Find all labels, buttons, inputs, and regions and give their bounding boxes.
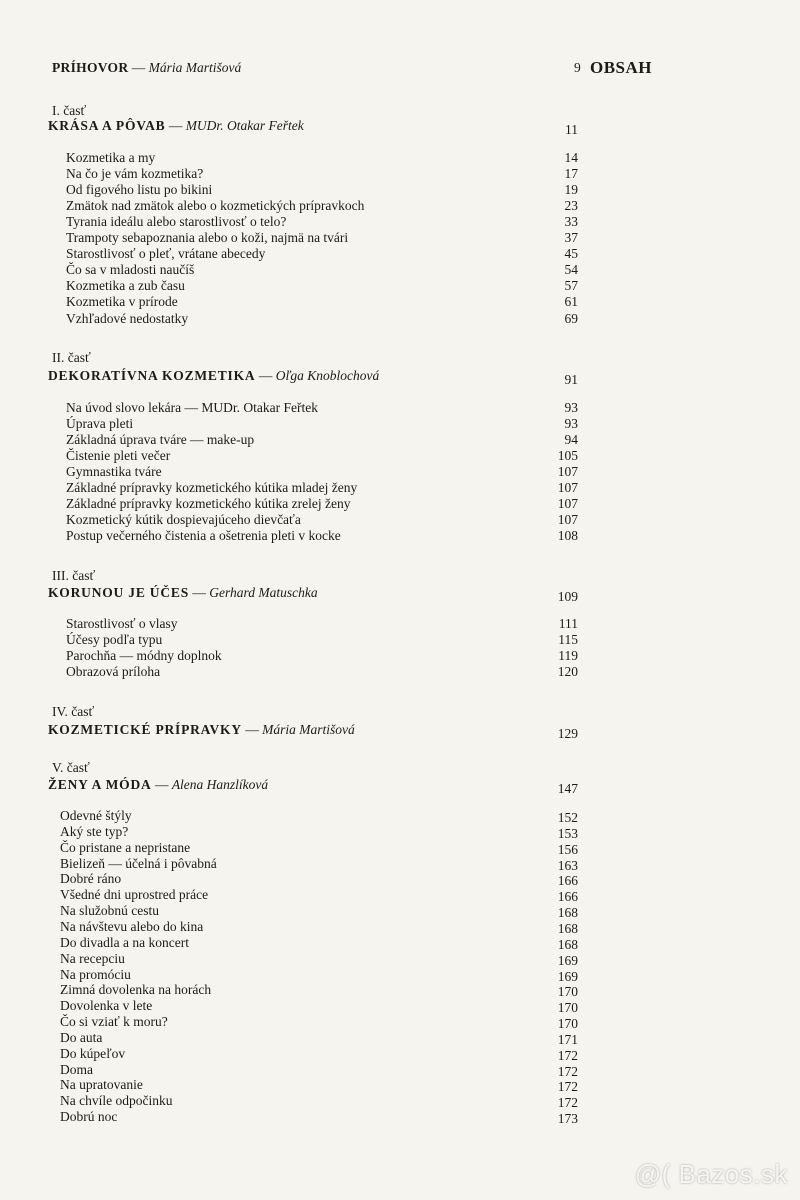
section-title-text: DEKORATÍVNA KOZMETIKA [48, 368, 256, 383]
toc-entry-page: 107 [557, 464, 578, 480]
toc-entry: Kozmetika a my [66, 150, 156, 165]
toc-entry-page: 94 [564, 432, 578, 448]
toc-entry-page: 61 [564, 294, 578, 310]
toc-entry-page: 115 [558, 632, 578, 648]
toc-entry-page: 169 [557, 952, 578, 968]
toc-entry-page: 23 [564, 198, 578, 214]
toc-entry: Na chvíle odpočinku [60, 1093, 173, 1109]
section-title: KOZMETICKÉ PRÍPRAVKY — Mária Martišová [48, 722, 355, 737]
toc-entry-page: 153 [557, 825, 578, 841]
section-title-text: ŽENY A MÓDA [48, 777, 152, 792]
toc-entry: Kozmetika v prírode [66, 294, 178, 310]
section-page-number: 109 [557, 589, 578, 604]
section-page-number: 91 [564, 372, 578, 387]
toc-entry: Aký ste typ? [60, 823, 129, 839]
section-author: Gerhard Matuschka [209, 585, 318, 600]
toc-entry-page: 172 [557, 1047, 578, 1063]
toc-entry: Základné prípravky kozmetického kútika zrelej ženy [66, 496, 351, 512]
toc-entry: Do divadla a na koncert [60, 934, 189, 950]
toc-entry-page: 156 [557, 841, 578, 857]
toc-entry: Do auta [60, 1029, 103, 1045]
toc-entry-page: 107 [557, 496, 578, 512]
toc-entry-page: 19 [564, 182, 578, 198]
toc-entry-page: 170 [557, 984, 578, 1000]
watermark-logo-icon: @( [634, 1159, 671, 1189]
toc-entry: Kozmetický kútik dospievajúceho dievčaťa [66, 512, 301, 528]
section-title: KORUNOU JE ÚČES — Gerhard Matuschka [48, 585, 318, 600]
toc-entry-page: 107 [557, 512, 578, 528]
toc-entry: Na úvod slovo lekára — MUDr. Otakar Feřtek [66, 400, 318, 415]
toc-entry: Dovolenka v lete [60, 998, 153, 1014]
toc-entry: Doma [60, 1061, 93, 1077]
toc-entry: Na promóciu [60, 966, 131, 982]
toc-entry: Dobré ráno [60, 871, 122, 887]
toc-entry: Základné prípravky kozmetického kútika mladej ženy [66, 480, 358, 496]
watermark-text: Bazos.sk [678, 1159, 788, 1189]
toc-entry-page: 37 [564, 230, 578, 246]
part-label: II. časť [52, 350, 91, 365]
toc-entry-page: 172 [557, 1063, 578, 1079]
part-label: I. časť [52, 103, 87, 118]
toc-entry-page: 33 [564, 214, 578, 230]
toc-entry-page: 172 [557, 1095, 578, 1111]
toc-entry: Základná úprava tváre — make-up [66, 432, 255, 448]
toc-entry: Tyrania ideálu alebo starostlivosť o telo? [66, 214, 287, 230]
toc-entry-page: 171 [557, 1031, 578, 1047]
section-author: Alena Hanzlíková [171, 777, 269, 792]
toc-entry-page: 168 [557, 920, 578, 936]
toc-entry: Na služobnú cestu [60, 903, 159, 919]
toc-entry: Čo si vziať k moru? [60, 1014, 168, 1030]
part-label: IV. časť [52, 704, 95, 719]
toc-entry-page: 170 [557, 1016, 578, 1032]
toc-entry: Odevné štýly [60, 808, 132, 823]
toc-entry: Zmätok nad zmätok alebo o kozmetických prípravkoch [66, 198, 365, 214]
page-header [52, 60, 662, 80]
section-title-text: KRÁSA A PÔVAB [48, 118, 166, 133]
toc-entry-page: 170 [557, 1000, 578, 1016]
toc-entry-page: 17 [564, 166, 578, 182]
toc-entry: Obrazová príloha [66, 664, 161, 680]
contents-heading: OBSAH [590, 58, 653, 77]
section-title: ŽENY A MÓDA — Alena Hanzlíková [48, 777, 269, 792]
section-title: KRÁSA A PÔVAB — MUDr. Otakar Feřtek [48, 118, 304, 133]
toc-entry-page: 93 [564, 416, 578, 432]
toc-entry: Na recepciu [60, 950, 125, 966]
toc-entry: Postup večerného čistenia a ošetrenia pleti v kocke [66, 528, 341, 544]
toc-entry: Vzhľadové nedostatky [66, 310, 189, 326]
section-title-text: KORUNOU JE ÚČES [48, 585, 190, 600]
toc-entry: Kozmetika a zub času [66, 278, 185, 294]
toc-entry-page: 107 [557, 480, 578, 496]
section-author: Oľga Knoblochová [275, 368, 380, 383]
toc-entry-page: 172 [557, 1079, 578, 1095]
toc-entry-page: 168 [557, 936, 578, 952]
toc-entry-page: 54 [564, 262, 578, 278]
toc-entry: Trampoty sebapoznania alebo o koži, najmä na tvári [66, 230, 349, 246]
header-page-number: 9 [574, 60, 581, 75]
toc-entry: Gymnastika tváre [66, 464, 162, 480]
toc-entry: Čo sa v mladosti naučíš [66, 262, 195, 278]
part-label: V. časť [52, 760, 90, 775]
toc-entry: Na upratovanie [60, 1077, 143, 1093]
part-label: III. časť [52, 568, 96, 583]
toc-entry-page: 119 [558, 648, 578, 664]
toc-entry-page: 168 [557, 905, 578, 921]
toc-entry: Parochňa — módny doplnok [66, 648, 222, 664]
header-author: Mária Martišová [148, 60, 242, 75]
toc-entry: Na návštevu alebo do kina [60, 918, 204, 934]
section-author: MUDr. Otakar Feřtek [185, 118, 304, 133]
toc-entry: Na čo je vám kozmetika? [66, 166, 204, 182]
toc-entry-page: 152 [557, 810, 578, 825]
toc-entry-page: 169 [557, 968, 578, 984]
toc-entry-page: 173 [557, 1111, 578, 1127]
header-dash: — [131, 60, 146, 75]
toc-entry: Čistenie pleti večer [66, 448, 171, 464]
toc-entry: Starostlivosť o vlasy [66, 616, 178, 631]
toc-entry-page: 45 [564, 246, 578, 262]
toc-entry-page: 57 [564, 278, 578, 294]
toc-entry: Starostlivosť o pleť, vrátane abecedy [66, 246, 266, 262]
toc-entry: Bielizeň — účelná i pôvabná [60, 855, 217, 871]
toc-entry-page: 111 [558, 616, 578, 631]
toc-entry-page: 163 [557, 857, 578, 873]
toc-entry-page: 69 [564, 310, 578, 326]
toc-entry-page: 14 [564, 150, 578, 165]
toc-entry-page: 166 [557, 873, 578, 889]
toc-entry: Dobrú noc [60, 1109, 118, 1125]
section-title: DEKORATÍVNA KOZMETIKA — Oľga Knoblochová [48, 368, 380, 383]
toc-entry: Do kúpeľov [60, 1045, 126, 1061]
header-entry [52, 60, 241, 76]
toc-entry-page: 93 [564, 400, 578, 415]
section-page-number: 147 [557, 781, 578, 796]
section-title-text: KOZMETICKÉ PRÍPRAVKY [48, 722, 242, 737]
section-page-number: 11 [565, 122, 578, 137]
toc-entry: Od figového listu po bikini [66, 182, 213, 198]
toc-entry-page: 120 [557, 664, 578, 680]
header-title: PRÍHOVOR [52, 60, 129, 75]
toc-entry: Úprava pleti [66, 416, 134, 432]
toc-entry: Zimná dovolenka na horách [60, 982, 212, 998]
toc-entry: Čo pristane a nepristane [60, 839, 191, 855]
section-author: Mária Martišová [262, 722, 355, 737]
toc-entry: Všedné dni uprostred práce [60, 887, 209, 903]
toc-entry: Účesy podľa typu [66, 632, 163, 648]
toc-entry-page: 105 [557, 448, 578, 464]
watermark [635, 1159, 788, 1190]
toc-entry-page: 108 [557, 528, 578, 544]
toc-entry-page: 166 [557, 889, 578, 905]
section-page-number: 129 [557, 726, 578, 741]
